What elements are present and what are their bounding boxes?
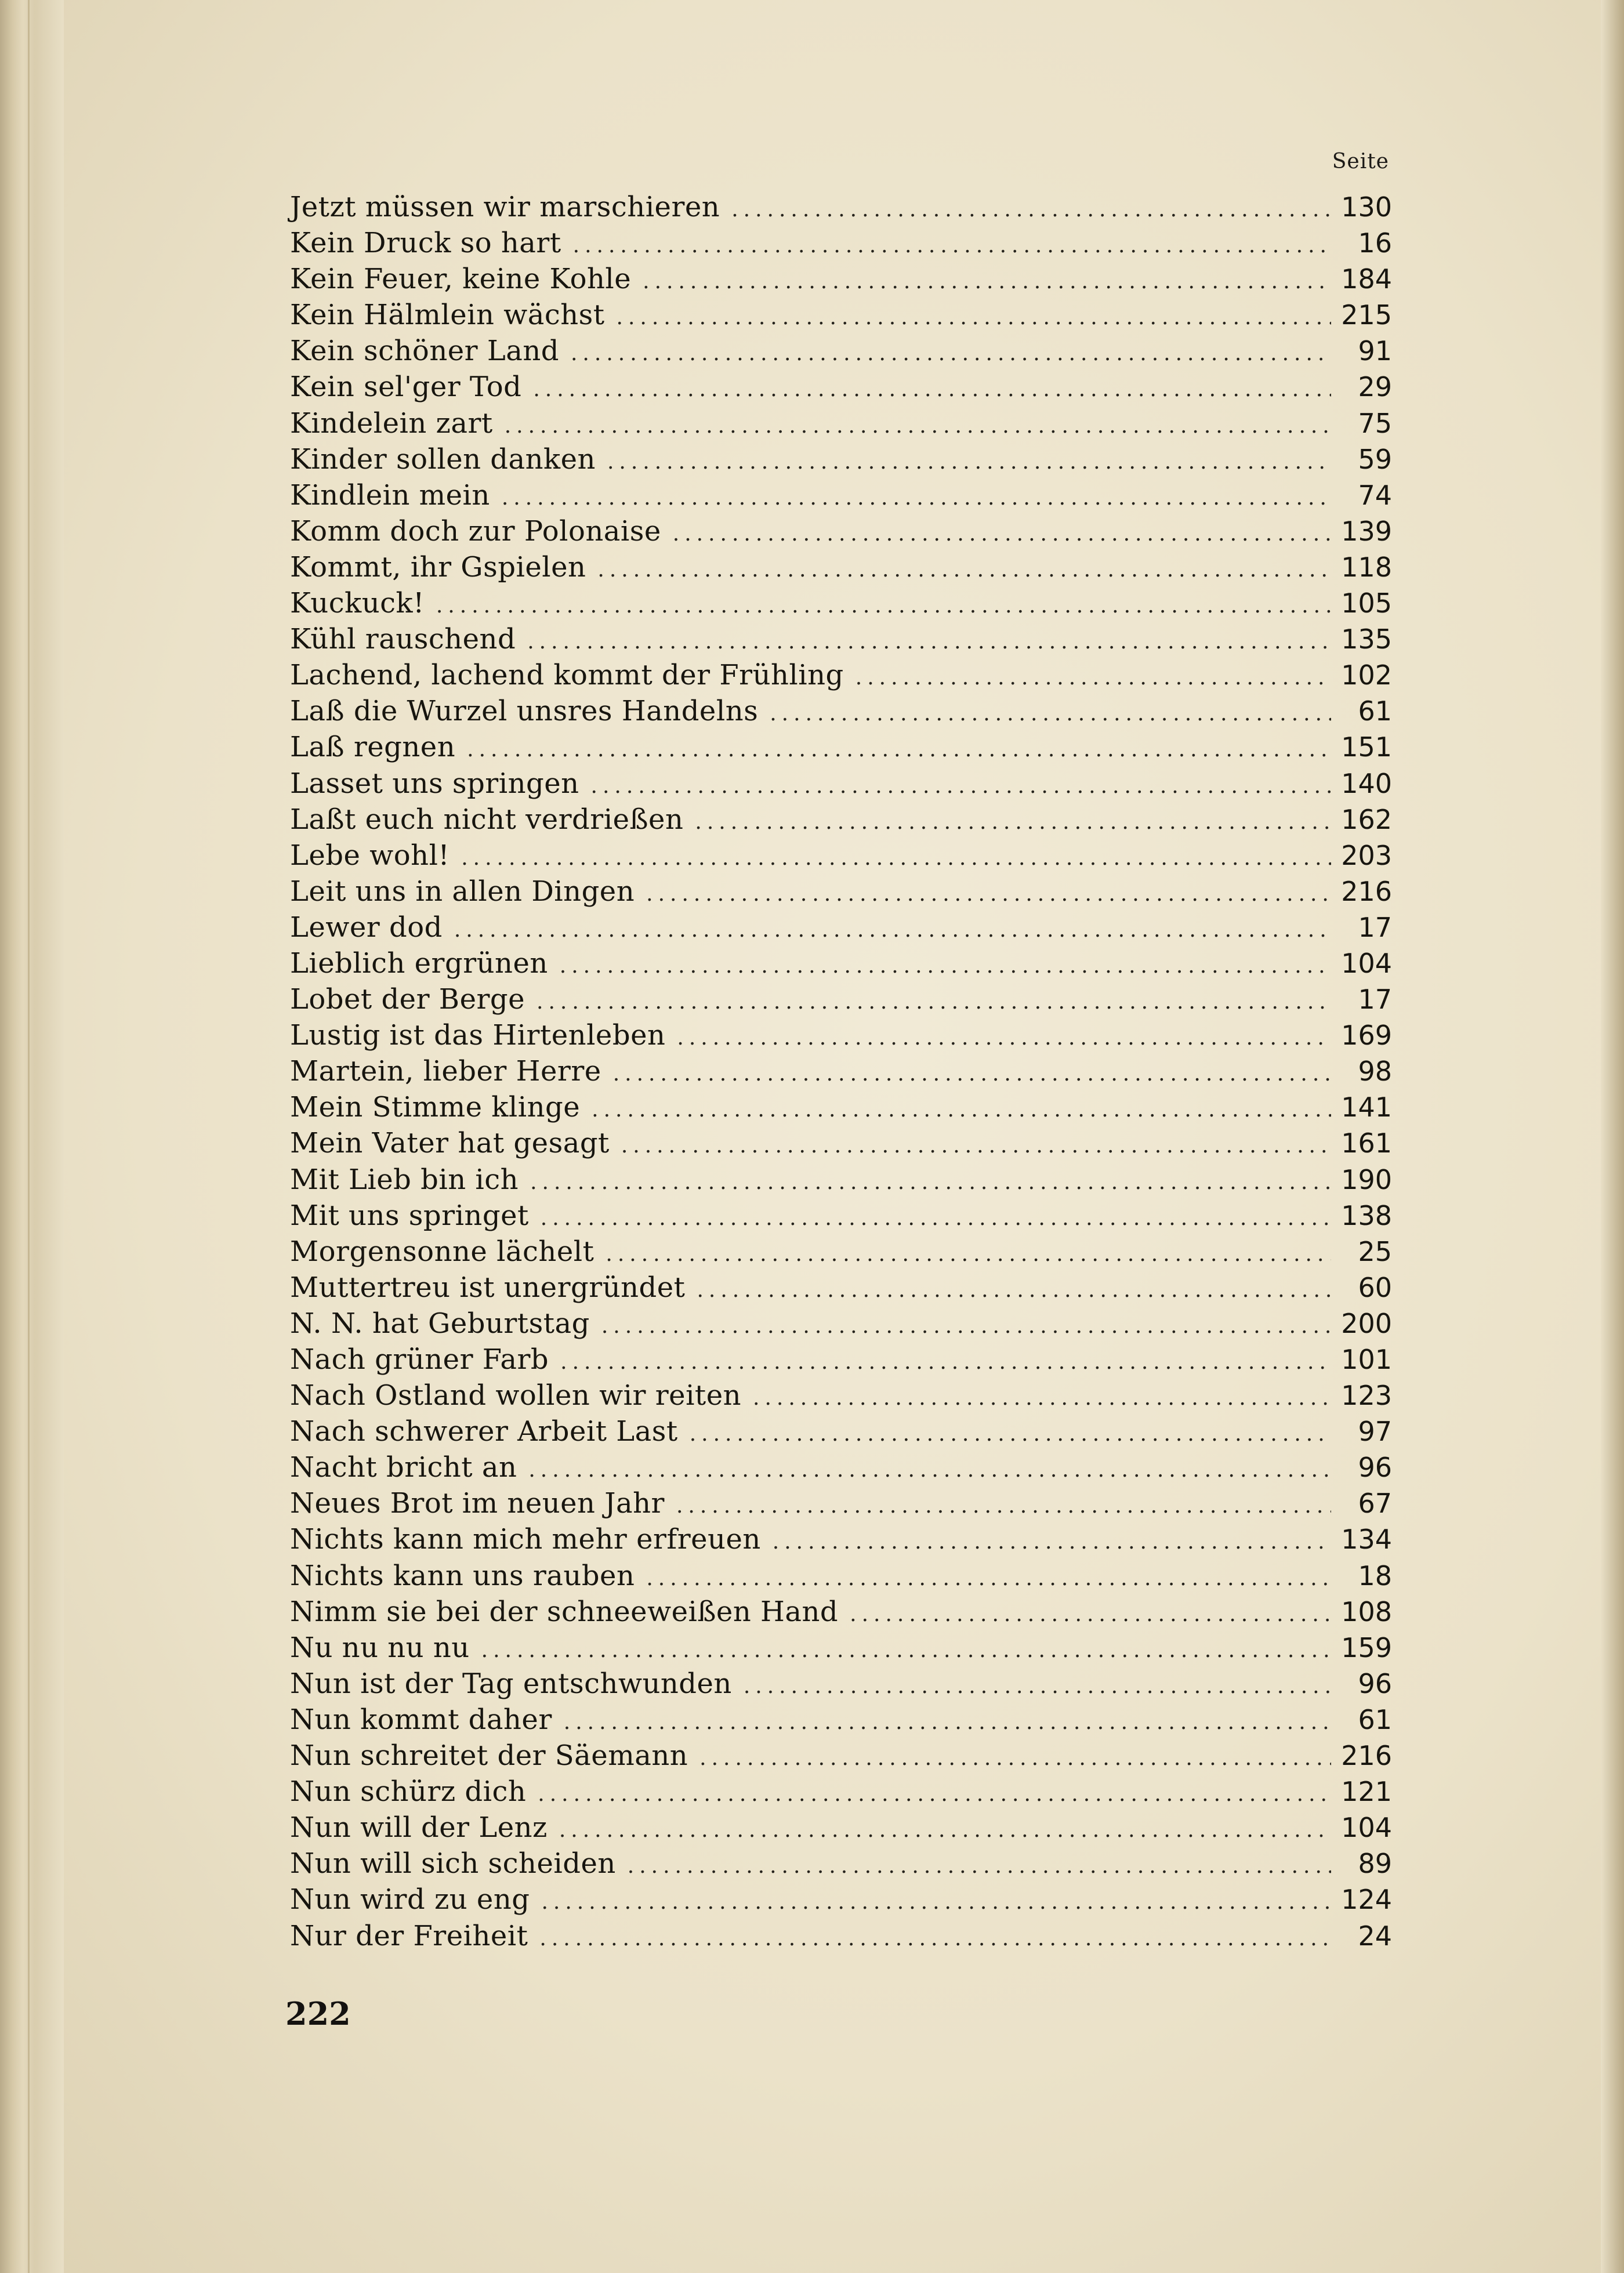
index-entry-title: Nun ist der Tag entschwunden — [290, 1667, 732, 1700]
index-entry-page: 101 — [1341, 1344, 1392, 1375]
index-entry — [290, 838, 1392, 873]
index-entry — [290, 1630, 1392, 1666]
index-entry-page: 169 — [1341, 1020, 1392, 1052]
index-entry-title: Nichts kann uns rauben — [290, 1559, 635, 1592]
index-entry — [290, 1053, 1392, 1089]
index-entry — [290, 585, 1392, 621]
dot-leader — [855, 660, 1331, 696]
index-entry — [290, 873, 1392, 909]
index-entry-page: 141 — [1341, 1092, 1392, 1123]
index-entry — [290, 1774, 1392, 1810]
index-entry-page: 16 — [1358, 227, 1392, 259]
index-entry-page: 216 — [1341, 875, 1392, 907]
index-entry — [290, 621, 1392, 657]
index-entry-page: 18 — [1358, 1560, 1392, 1592]
dot-leader — [744, 1669, 1331, 1705]
dot-leader — [467, 732, 1331, 768]
dot-leader — [646, 1561, 1331, 1597]
index-entry-title: Laß die Wurzel unsres Handelns — [290, 695, 759, 728]
index-entry — [290, 369, 1392, 405]
index-entry-title: N. N. hat Geburtstag — [290, 1307, 590, 1340]
dot-leader — [454, 912, 1331, 948]
index-entry-title: Nach Ostland wollen wir reiten — [290, 1379, 742, 1412]
dot-leader — [528, 1452, 1331, 1488]
index-entry — [290, 1342, 1392, 1377]
index-entry-page: 96 — [1358, 1452, 1392, 1484]
index-entry-title: Nu nu nu nu — [290, 1631, 470, 1664]
dot-leader — [592, 1092, 1331, 1128]
dot-leader — [731, 192, 1331, 228]
index-entry — [290, 405, 1392, 441]
dot-leader — [530, 1165, 1331, 1201]
index-entry-page: 24 — [1358, 1920, 1392, 1952]
index-entry-title: Kindlein mein — [290, 478, 490, 512]
index-entry — [290, 441, 1392, 477]
index-entry-page: 59 — [1358, 443, 1392, 475]
index-entry-title: Kein Hälmlein wächst — [290, 299, 605, 332]
dot-leader — [695, 804, 1331, 840]
index-entry-title: Kommt, ihr Gspielen — [290, 550, 586, 583]
index-entry-title: Leit uns in allen Dingen — [290, 875, 635, 908]
index-entry — [290, 1702, 1392, 1738]
index-entry-title: Laß regnen — [290, 731, 456, 764]
index-entry-title: Nach grüner Farb — [290, 1343, 549, 1376]
index-entry-title: Mein Vater hat gesagt — [290, 1127, 610, 1160]
dot-leader — [601, 1308, 1331, 1344]
index-entry — [290, 1198, 1392, 1234]
dot-leader — [770, 696, 1331, 732]
dot-leader — [502, 480, 1331, 516]
index-entry-page: 134 — [1341, 1524, 1392, 1556]
index-entry — [290, 693, 1392, 729]
dot-leader — [690, 1416, 1331, 1452]
dot-leader — [646, 876, 1331, 912]
index-entry-title: Nichts kann mich mehr erfreuen — [290, 1523, 761, 1556]
index-entry — [290, 1521, 1392, 1557]
index-entry-page: 190 — [1341, 1163, 1392, 1195]
index-entry-title: Nun wird zu eng — [290, 1883, 530, 1916]
index-entry-title: Komm doch zur Polonaise — [290, 514, 661, 548]
index-entry — [290, 766, 1392, 802]
index-entry-title: Nur der Freiheit — [290, 1919, 528, 1952]
index-entry-page: 67 — [1358, 1488, 1392, 1520]
index-entry-page: 162 — [1341, 803, 1392, 835]
page-right-edge — [1601, 0, 1624, 2273]
index-entry-page: 17 — [1358, 911, 1392, 943]
index-entry-title: Nun kommt daher — [290, 1703, 552, 1736]
dot-leader — [643, 264, 1331, 300]
index-entry — [290, 802, 1392, 838]
index-list — [290, 189, 1392, 1954]
index-entry-page: 97 — [1358, 1416, 1392, 1448]
index-entry-page: 61 — [1358, 695, 1392, 727]
dot-leader — [538, 1777, 1331, 1812]
index-entry-page: 215 — [1341, 299, 1392, 331]
index-entry — [290, 549, 1392, 585]
index-entry-page: 61 — [1358, 1703, 1392, 1735]
index-entry — [290, 477, 1392, 513]
index-entry-page: 25 — [1358, 1235, 1392, 1267]
index-entry — [290, 1162, 1392, 1198]
index-entry — [290, 1017, 1392, 1053]
index-entry — [290, 1449, 1392, 1485]
dot-leader — [541, 1201, 1331, 1237]
index-entry-title: Lebe wohl! — [290, 839, 450, 872]
index-entry-title: Kindelein zart — [290, 407, 493, 440]
index-entry — [290, 1846, 1392, 1882]
index-entry-title: Kühl rauschend — [290, 623, 516, 656]
index-entry-title: Nach schwerer Arbeit Last — [290, 1415, 678, 1448]
index-entry-page: 108 — [1341, 1596, 1392, 1627]
index-entry-page: 96 — [1358, 1667, 1392, 1699]
index-entry — [290, 945, 1392, 981]
index-entry — [290, 1558, 1392, 1594]
index-entry — [290, 657, 1392, 693]
index-entry-title: Lewer dod — [290, 911, 443, 944]
index-entry-title: Laßt euch nicht verdrießen — [290, 803, 684, 836]
index-entry-page: 130 — [1341, 191, 1392, 223]
page-column-header: Seite — [1332, 150, 1389, 173]
index-entry-title: Mit uns springet — [290, 1199, 529, 1232]
page-binding-edge — [0, 0, 64, 2273]
index-entry-page: 203 — [1341, 839, 1392, 871]
dot-leader — [677, 1020, 1331, 1056]
index-entry-title: Lachend, lachend kommt der Frühling — [290, 659, 844, 692]
index-entry-page: 17 — [1358, 984, 1392, 1016]
index-entry — [290, 1594, 1392, 1630]
index-entry-page: 140 — [1341, 767, 1392, 799]
index-entry-page: 200 — [1341, 1307, 1392, 1339]
index-entry-title: Neues Brot im neuen Jahr — [290, 1487, 665, 1520]
index-entry-page: 216 — [1341, 1740, 1392, 1772]
dot-leader — [505, 408, 1331, 444]
dot-leader — [559, 1812, 1331, 1848]
dot-leader — [606, 1237, 1331, 1273]
dot-leader — [564, 1705, 1331, 1741]
index-entry-title: Kein schöner Land — [290, 335, 559, 368]
index-entry-title: Nimm sie bei der schneeweißen Hand — [290, 1595, 839, 1628]
dot-leader — [617, 300, 1331, 336]
dot-leader — [539, 1921, 1331, 1957]
dot-leader — [613, 1056, 1331, 1092]
dot-leader — [753, 1380, 1331, 1416]
dot-leader — [773, 1524, 1331, 1560]
index-entry — [290, 1485, 1392, 1521]
index-entry-title: Kinder sollen danken — [290, 443, 596, 476]
index-entry-page: 102 — [1341, 659, 1392, 691]
dot-leader — [573, 228, 1331, 264]
index-entry-page: 104 — [1341, 1812, 1392, 1844]
index-entry-page: 139 — [1341, 515, 1392, 547]
index-entry-title: Muttertreu ist unergründet — [290, 1271, 686, 1304]
index-entry-page: 74 — [1358, 479, 1392, 511]
dot-leader — [560, 1344, 1331, 1380]
index-entry — [290, 1918, 1392, 1954]
index-entry-title: Nun schürz dich — [290, 1775, 527, 1808]
index-entry-page: 135 — [1341, 623, 1392, 655]
index-entry-title: Kein sel'ger Tod — [290, 371, 522, 404]
dot-leader — [591, 768, 1331, 804]
index-entry-page: 159 — [1341, 1632, 1392, 1663]
index-entry — [290, 1413, 1392, 1449]
dot-leader — [597, 552, 1331, 588]
index-entry-title: Lasset uns springen — [290, 767, 579, 800]
index-entry-title: Mit Lieb bin ich — [290, 1163, 519, 1196]
index-entry — [290, 909, 1392, 945]
index-entry-page: 89 — [1358, 1848, 1392, 1880]
index-entry-page: 104 — [1341, 947, 1392, 979]
index-entry-page: 91 — [1358, 335, 1392, 367]
dot-leader — [676, 1488, 1331, 1524]
index-entry — [290, 1738, 1392, 1774]
index-entry-page: 161 — [1341, 1128, 1392, 1159]
index-entry-page: 60 — [1358, 1271, 1392, 1303]
index-entry-title: Nacht bricht an — [290, 1451, 517, 1484]
dot-leader — [536, 984, 1331, 1020]
index-entry — [290, 1306, 1392, 1342]
index-entry-title: Kein Feuer, keine Kohle — [290, 263, 632, 296]
index-entry-page: 98 — [1358, 1056, 1392, 1087]
index-entry-page: 75 — [1358, 407, 1392, 439]
index-entry-page: 121 — [1341, 1776, 1392, 1808]
dot-leader — [571, 336, 1331, 372]
index-entry — [290, 333, 1392, 369]
index-entry — [290, 1270, 1392, 1306]
index-entry-title: Martein, lieber Herre — [290, 1055, 601, 1088]
index-entry-title: Jetzt müssen wir marschieren — [290, 191, 720, 223]
dot-leader — [461, 840, 1331, 876]
index-entry-page: 151 — [1341, 731, 1392, 763]
index-entry-page: 124 — [1341, 1884, 1392, 1916]
dot-leader — [607, 444, 1331, 480]
index-entry-page: 118 — [1341, 551, 1392, 583]
index-entry — [290, 189, 1392, 225]
index-entry — [290, 1234, 1392, 1270]
dot-leader — [533, 372, 1331, 408]
index-entry — [290, 1810, 1392, 1846]
dot-leader — [628, 1848, 1331, 1884]
index-entry-title: Nun will der Lenz — [290, 1811, 548, 1844]
index-entry — [290, 225, 1392, 261]
index-entry-page: 105 — [1341, 588, 1392, 619]
index-entry-page: 29 — [1358, 371, 1392, 403]
index-entry-title: Nun will sich scheiden — [290, 1847, 616, 1880]
index-entry-page: 138 — [1341, 1199, 1392, 1231]
dot-leader — [621, 1128, 1331, 1164]
index-entry-title: Morgensonne lächelt — [290, 1235, 594, 1268]
dot-leader — [560, 948, 1331, 984]
index-entry — [290, 1089, 1392, 1125]
dot-leader — [436, 588, 1331, 624]
dot-leader — [481, 1633, 1331, 1669]
index-entry — [290, 513, 1392, 549]
index-entry-title: Mein Stimme klinge — [290, 1091, 581, 1124]
index-entry-title: Kuckuck! — [290, 587, 425, 620]
index-entry-title: Lieblich ergrünen — [290, 947, 548, 980]
index-entry — [290, 297, 1392, 333]
dot-leader — [527, 624, 1331, 660]
index-entry-title: Lustig ist das Hirtenleben — [290, 1019, 666, 1052]
index-entry — [290, 729, 1392, 765]
index-entry-title: Kein Druck so hart — [290, 227, 561, 260]
index-entry-page: 123 — [1341, 1380, 1392, 1412]
index-entry-title: Lobet der Berge — [290, 983, 525, 1016]
dot-leader — [673, 516, 1331, 552]
index-entry — [290, 1882, 1392, 1917]
dot-leader — [699, 1741, 1331, 1777]
dot-leader — [697, 1273, 1331, 1308]
dot-leader — [541, 1884, 1331, 1920]
page-number: 222 — [285, 1995, 351, 2032]
index-entry-title: Nun schreitet der Säemann — [290, 1739, 688, 1772]
index-entry-page: 184 — [1341, 263, 1392, 295]
index-entry — [290, 1377, 1392, 1413]
index-entry — [290, 1666, 1392, 1702]
index-entry — [290, 261, 1392, 297]
dot-leader — [850, 1597, 1331, 1633]
index-entry — [290, 981, 1392, 1017]
index-entry — [290, 1125, 1392, 1161]
